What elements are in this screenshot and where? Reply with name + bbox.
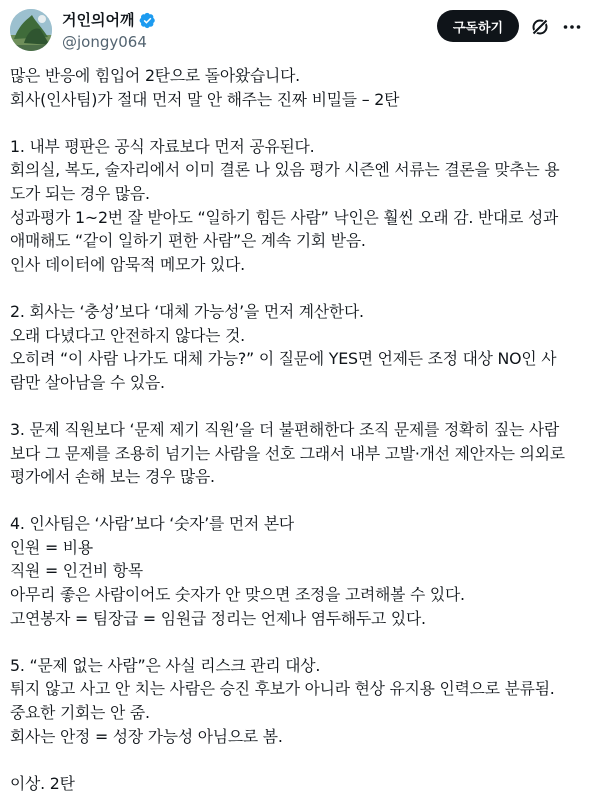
post-line (10, 489, 585, 513)
post-line: 고연봉자 = 팀장급 = 임원급 정리는 언제나 염두해두고 있다. (10, 608, 426, 628)
avatar-photo-icon (10, 9, 52, 51)
post-line: 1. 내부 평판은 공식 자료보다 먼저 공유된다. (10, 136, 315, 156)
grok-icon[interactable] (530, 17, 550, 37)
post-line: 4. 인사팀은 ‘사람’보다 ‘숫자’를 먼저 본다 (10, 514, 294, 534)
post-line (10, 630, 585, 654)
post-line: 튀지 않고 사고 안 치는 사람은 승진 후보가 아니라 현상 유지용 인력으로 분류됨. (10, 679, 555, 699)
post-line: 회의실, 복도, 술자리에서 이미 결론 나 있음 평가 시즌엔 서류는 결론을 맞추는 용 (10, 160, 560, 180)
post-line: 보다 그 문제를 조용히 넘기는 사람을 선호 그래서 내부 고발·개선 제안자는 의외로 (10, 443, 565, 463)
name-row (62, 11, 156, 29)
post-line: 2. 회사는 ‘충성’보다 ‘대체 가능성’을 먼저 계산한다. (10, 301, 364, 321)
post-line: 5. “문제 없는 사람”은 사실 리스크 관리 대상. (10, 655, 321, 675)
post-line: 인사 데이터에 암묵적 메모가 있다. (10, 254, 245, 274)
post-line: 도가 되는 경우 많음. (10, 183, 150, 203)
post-line: 많은 반응에 힘입어 2탄으로 돌아왔습니다. (10, 66, 300, 85)
post-line: 평가에서 손해 보는 경우 많음. (10, 467, 215, 487)
post-line (10, 394, 585, 418)
post-header (0, 0, 593, 60)
post-line: 이상. 2탄 (10, 773, 75, 793)
display-name[interactable]: 거인의어깨 (62, 11, 135, 29)
post-line: 3. 문제 직원보다 ‘문제 제기 직원’을 더 불편해한다 조직 문제를 정확히 짚는 사람 (10, 419, 560, 439)
post-line: 성과평가 1~2번 잘 받아도 “일하기 힘든 사람” 낙인은 훨씬 오래 감. 반대로 성과 (10, 207, 559, 227)
post-line (10, 748, 585, 772)
verified-badge-icon (139, 12, 156, 29)
avatar[interactable] (10, 9, 52, 51)
post-line: 직원 = 인건비 항목 (10, 561, 143, 581)
post-line (10, 276, 585, 300)
post-line: 오히려 “이 사람 나가도 대체 가능?” 이 질문에 YES면 언제든 조정 대상 NO인 사 (10, 349, 557, 369)
post-line: 회사는 안정 = 성장 가능성 아님으로 봄. (10, 726, 283, 746)
post-line: 오래 다녔다고 안전하지 않다는 것. (10, 325, 245, 345)
post-line: 람만 살아남을 수 있음. (10, 372, 165, 392)
user-handle[interactable]: @jongy064 (62, 33, 147, 51)
post-line: 중요한 기회는 안 줌. (10, 703, 150, 723)
subscribe-button[interactable]: 구독하기 (437, 10, 519, 42)
post-line (10, 111, 585, 135)
post-body (10, 64, 585, 795)
post-line: 인원 = 비용 (10, 537, 93, 557)
post-line: 애매해도 “같이 일하기 편한 사람”은 계속 기회 받음. (10, 231, 366, 251)
post-line: 아무리 좋은 사람이어도 숫자가 안 맞으면 조정을 고려해볼 수 있다. (10, 585, 465, 605)
more-dots-icon[interactable] (562, 17, 582, 37)
post-line: 회사(인사팀)가 절대 먼저 말 안 해주는 진짜 비밀들 – 2탄 (10, 89, 400, 109)
